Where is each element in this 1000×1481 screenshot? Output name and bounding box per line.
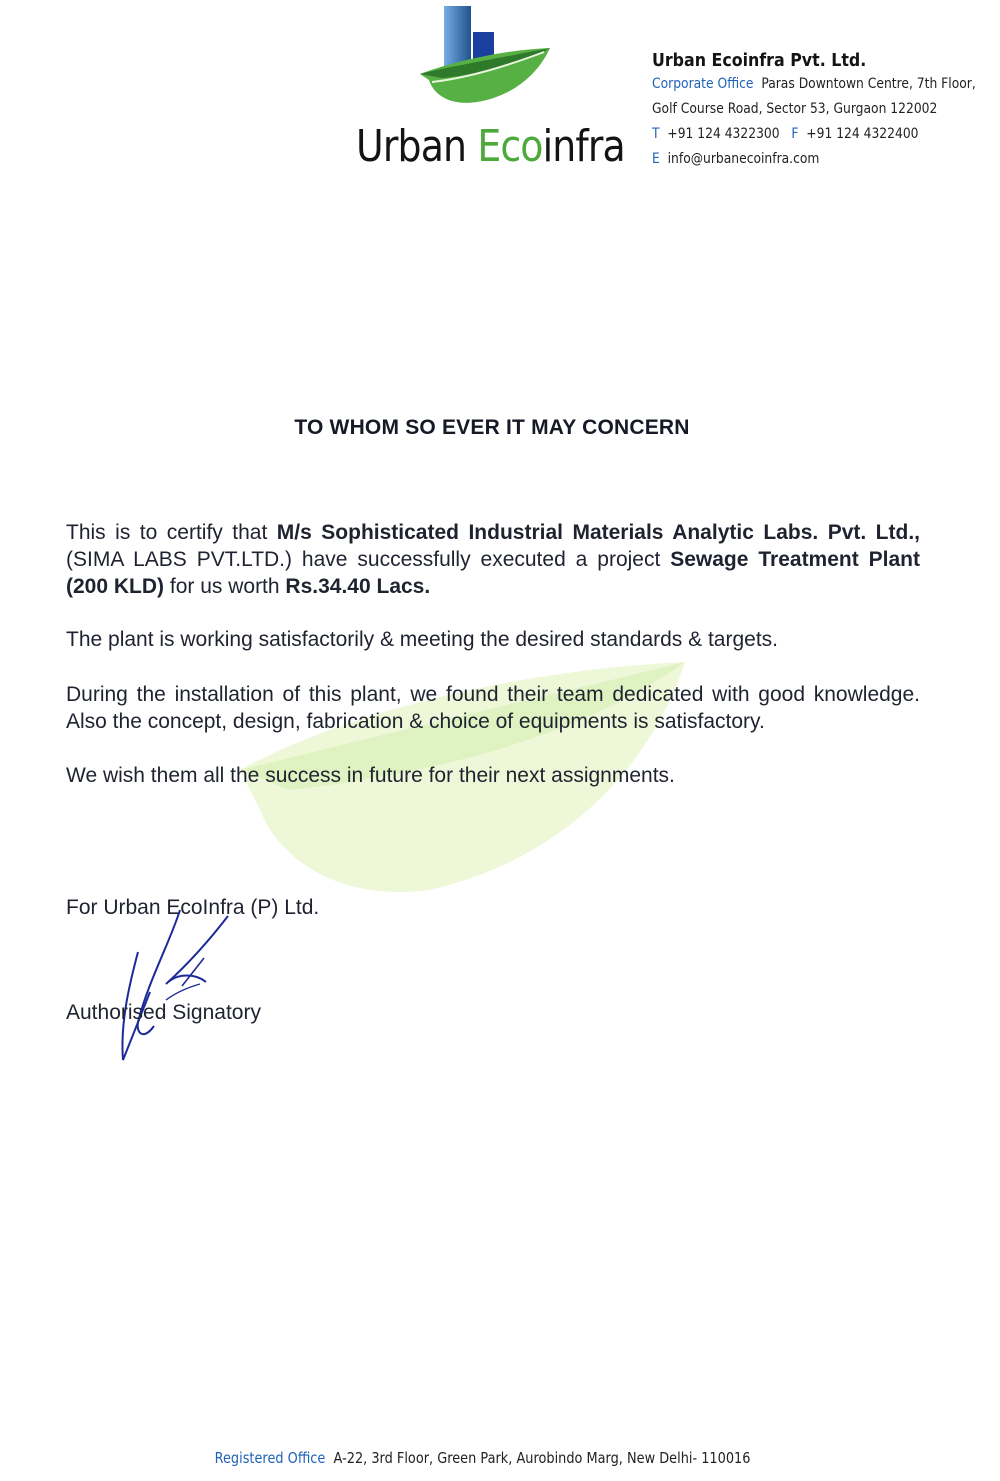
handwritten-signature: [108, 902, 238, 1067]
letterhead: [0, 0, 1000, 200]
performance-paragraph: The plant is working satisfactorily & meeting the desired standards & targets.: [66, 628, 779, 651]
company-name: Urban Ecoinfra Pvt. Ltd.: [652, 50, 867, 71]
for-company-line: For Urban EcoInfra (P) Ltd.: [66, 896, 320, 919]
installation-paragraph: During the installation of this plant, we found their team dedicated with good knowledge. Also the concept, design, fabrication & choice of equipments is satisfactory.: [66, 683, 920, 733]
corporate-address-line-2: Golf Course Road, Sector 53, Gurgaon 122002: [652, 101, 938, 117]
letter-heading: TO WHOM SO EVER IT MAY CONCERN: [294, 416, 690, 439]
authorised-signatory: Authorised Signatory: [66, 1001, 261, 1024]
certification-paragraph: This is to certify that M/s Sophisticated Industrial Materials Analytic Labs. Pvt. Ltd., (SIMA LABS PVT.LTD.) have successfully executed a project Sewage Treatment Plant (200 KLD) for us worth Rs.34.40 Lacs.: [66, 521, 921, 598]
corporate-address-line-1: Corporate Office Paras Downtown Centre, 7th Floor,: [652, 76, 976, 92]
registered-office-footer: Registered Office A-22, 3rd Floor, Green Park, Aurobindo Marg, New Delhi- 110016: [215, 1449, 751, 1467]
phone-fax-line: T +91 124 4322300 F +91 124 4322400: [652, 126, 919, 142]
wishes-paragraph: We wish them all the success in future for their next assignments.: [66, 764, 675, 787]
company-contact-block: [652, 50, 997, 172]
email-line: E info@urbanecoinfra.com: [652, 151, 820, 167]
letter-body: [66, 519, 920, 789]
brand-wordmark: Urban Ecoinfra: [356, 121, 625, 172]
company-logo: [352, 4, 625, 174]
building-leaf-logo-icon: [412, 4, 552, 108]
